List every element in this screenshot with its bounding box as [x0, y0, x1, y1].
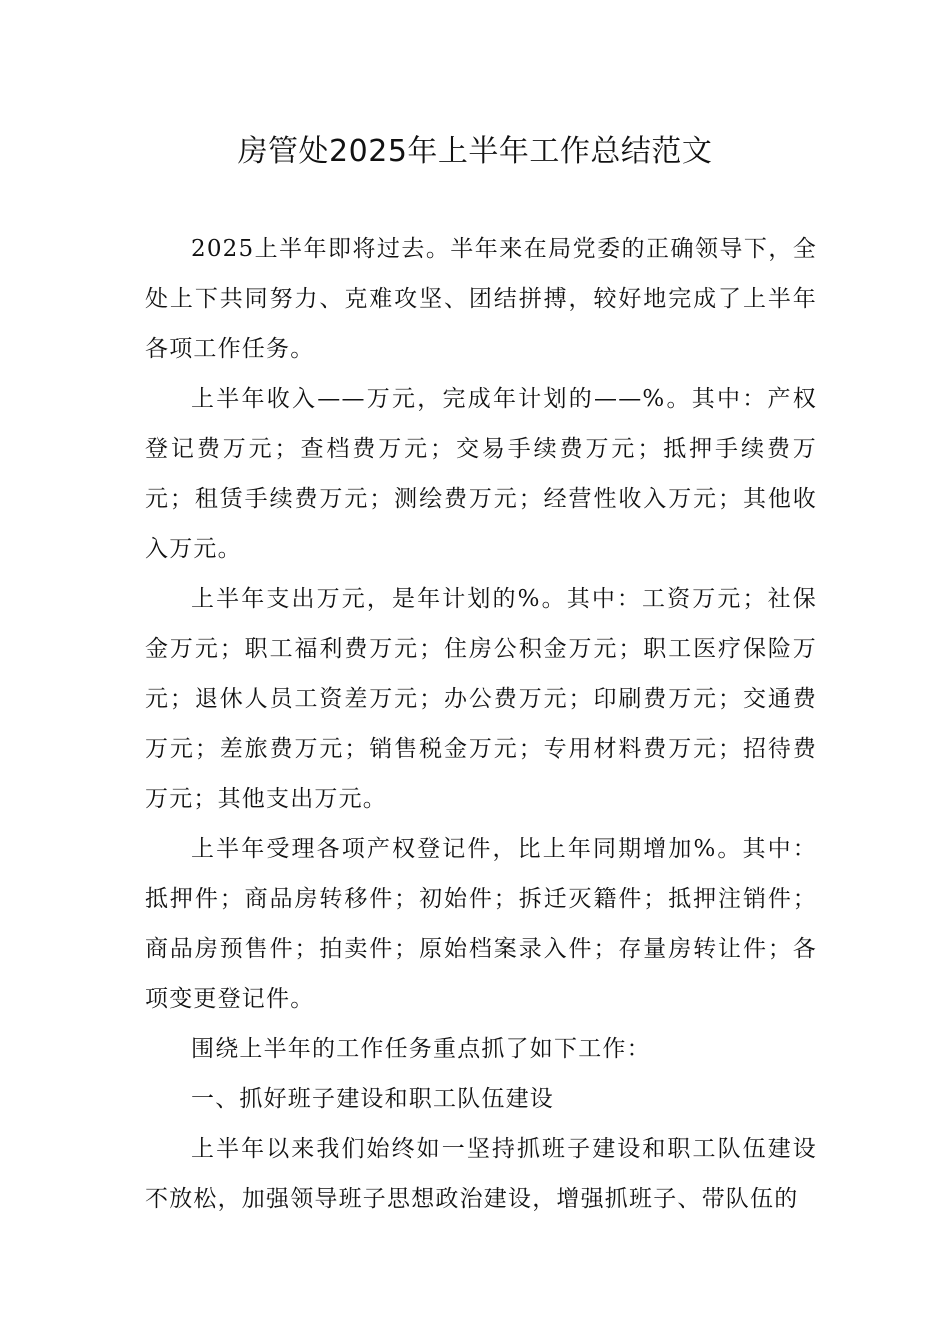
paragraph-expenditure: 上半年支出万元，是年计划的%。其中：工资万元；社保金万元；职工福利费万元；住房公积金万元；职工医疗保险万元；退休人员工资差万元；办公费万元；印刷费万元；交通费万元；差旅费万元；销售税金万元；专用材料费万元；招待费万元；其他支出万元。: [145, 586, 817, 812]
paragraph-work-lead-in: 围绕上半年的工作任务重点抓了如下工作：: [191, 1036, 651, 1062]
paragraph-intro: 2025上半年即将过去。半年来在局党委的正确领导下，全处上下共同努力、克难攻坚、团结拼搏，较好地完成了上半年各项工作任务。: [145, 236, 817, 362]
paragraph-registration: 上半年受理各项产权登记件，比上年同期增加%。其中：抵押件；商品房转移件；初始件；拆迁灭籍件；抵押注销件；商品房预售件；拍卖件；原始档案录入件；存量房转让件；各项变更登记件。: [145, 836, 817, 1012]
document-body: [145, 224, 817, 1224]
paragraph-income: 上半年收入——万元，完成年计划的——%。其中：产权登记费万元；查档费万元；交易手续费万元；抵押手续费万元；租赁手续费万元；测绘费万元；经营性收入万元；其他收入万元。: [145, 386, 817, 562]
document-title: 房管处2025年上半年工作总结范文: [237, 134, 713, 169]
section-heading: 一、抓好班子建设和职工队伍建设: [191, 1086, 554, 1112]
section-paragraph: 上半年以来我们始终如一坚持抓班子建设和职工队伍建设不放松，加强领导班子思想政治建设，增强抓班子、带队伍的: [145, 1136, 817, 1212]
